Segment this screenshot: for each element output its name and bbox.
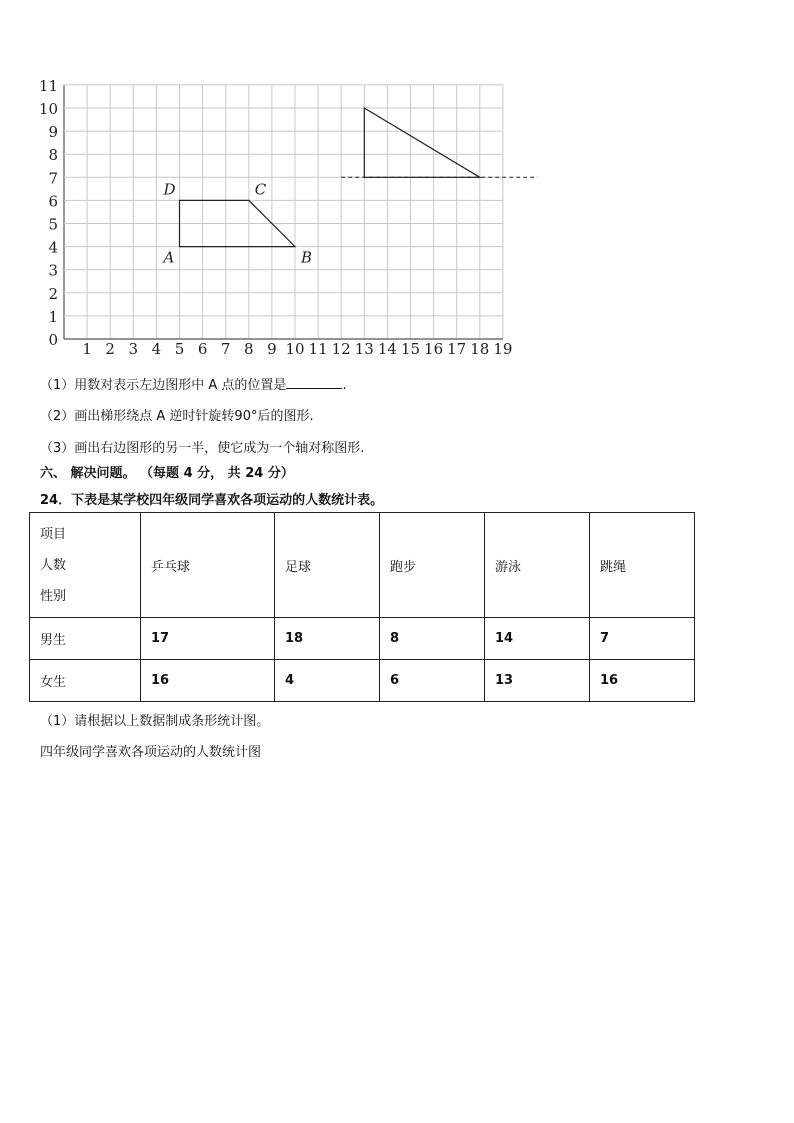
y-tick-label: 0 — [48, 331, 58, 349]
x-tick-label: 9 — [267, 340, 277, 358]
count-cell: 17 — [141, 618, 275, 660]
question-24-1: （1）请根据以上数据制成条形统计图。 — [40, 714, 270, 729]
x-tick-label: 13 — [354, 340, 374, 358]
vertex-label: A — [163, 248, 175, 267]
count-cell: 4 — [275, 660, 380, 702]
vertex-label: C — [254, 180, 267, 199]
sport-header: 足球 — [275, 513, 380, 618]
question-1 — [40, 374, 347, 393]
y-axis-labels — [39, 77, 58, 349]
x-tick-label: 15 — [400, 340, 421, 358]
x-tick-label: 2 — [105, 340, 115, 358]
sport-header: 跑步 — [380, 513, 485, 618]
sports-stats-table — [29, 512, 695, 702]
table-row — [30, 660, 695, 702]
table-row — [30, 618, 695, 660]
x-axis-labels — [82, 340, 512, 358]
count-cell: 6 — [380, 660, 485, 702]
gender-cell: 男生 — [30, 618, 141, 660]
header-label-item: 项目 — [40, 526, 67, 542]
sport-header: 跳绳 — [589, 513, 694, 618]
x-tick-label: 11 — [308, 340, 328, 358]
x-tick-label: 1 — [82, 340, 92, 358]
sport-header: 游泳 — [484, 513, 589, 618]
x-tick-label: 16 — [424, 340, 444, 358]
count-cell: 14 — [484, 618, 589, 660]
vertex-label: B — [301, 248, 313, 267]
x-tick-label: 7 — [220, 340, 231, 358]
y-tick-label: 10 — [38, 100, 58, 118]
vertex-label: D — [163, 180, 176, 199]
question-1-end: . — [342, 378, 347, 393]
right-triangle — [364, 108, 480, 177]
coordinate-grid — [0, 0, 794, 370]
x-tick-label: 18 — [470, 340, 490, 358]
x-tick-label: 17 — [447, 340, 467, 358]
y-tick-label: 4 — [48, 238, 58, 257]
table-header-row — [30, 513, 695, 618]
count-cell: 16 — [141, 660, 275, 702]
x-tick-label: 4 — [151, 340, 162, 358]
question-3: （3）画出右边图形的另一半，使它成为一个轴对称图形. — [40, 441, 365, 456]
y-tick-label: 5 — [48, 215, 58, 234]
x-tick-label: 19 — [493, 340, 513, 358]
chart-title-prompt: 四年级同学喜欢各项运动的人数统计图 — [40, 745, 262, 760]
y-tick-label: 9 — [48, 123, 58, 142]
y-tick-label: 2 — [48, 284, 58, 303]
y-tick-label: 3 — [48, 261, 58, 280]
y-tick-label: 1 — [48, 307, 58, 326]
x-tick-label: 12 — [331, 340, 351, 358]
count-cell: 13 — [484, 660, 589, 702]
shapes — [162, 108, 538, 267]
y-tick-label: 6 — [48, 192, 58, 211]
question-1-text: （1）用数对表示左边图形中 A 点的位置是 — [40, 378, 287, 393]
x-tick-label: 8 — [244, 340, 254, 358]
y-tick-label: 8 — [48, 146, 58, 165]
x-tick-label: 14 — [377, 340, 397, 358]
grid-lines — [64, 85, 503, 339]
sport-header: 乒乓球 — [141, 513, 275, 618]
header-label-count: 人数 — [40, 557, 67, 573]
count-cell: 7 — [589, 618, 694, 660]
count-cell: 8 — [380, 618, 485, 660]
header-label-gender: 性别 — [40, 588, 67, 604]
corner-header-cell — [30, 513, 141, 618]
problem-24: 24．下表是某学校四年级同学喜欢各项运动的人数统计表。 — [40, 493, 384, 508]
answer-blank[interactable] — [286, 376, 342, 389]
gender-cell: 女生 — [30, 660, 141, 702]
question-2: （2）画出梯形绕点 A 逆时针旋转90°后的图形. — [40, 409, 314, 424]
count-cell: 16 — [589, 660, 694, 702]
y-tick-label: 11 — [38, 76, 58, 95]
x-tick-label: 10 — [285, 340, 305, 358]
x-tick-label: 3 — [128, 340, 139, 358]
count-cell: 18 — [275, 618, 380, 660]
y-tick-label: 7 — [48, 169, 58, 188]
section-heading: 六、 解决问题。 （每题 4 分， 共 24 分） — [40, 466, 294, 481]
x-tick-label: 6 — [197, 340, 208, 358]
x-tick-label: 5 — [174, 340, 185, 358]
